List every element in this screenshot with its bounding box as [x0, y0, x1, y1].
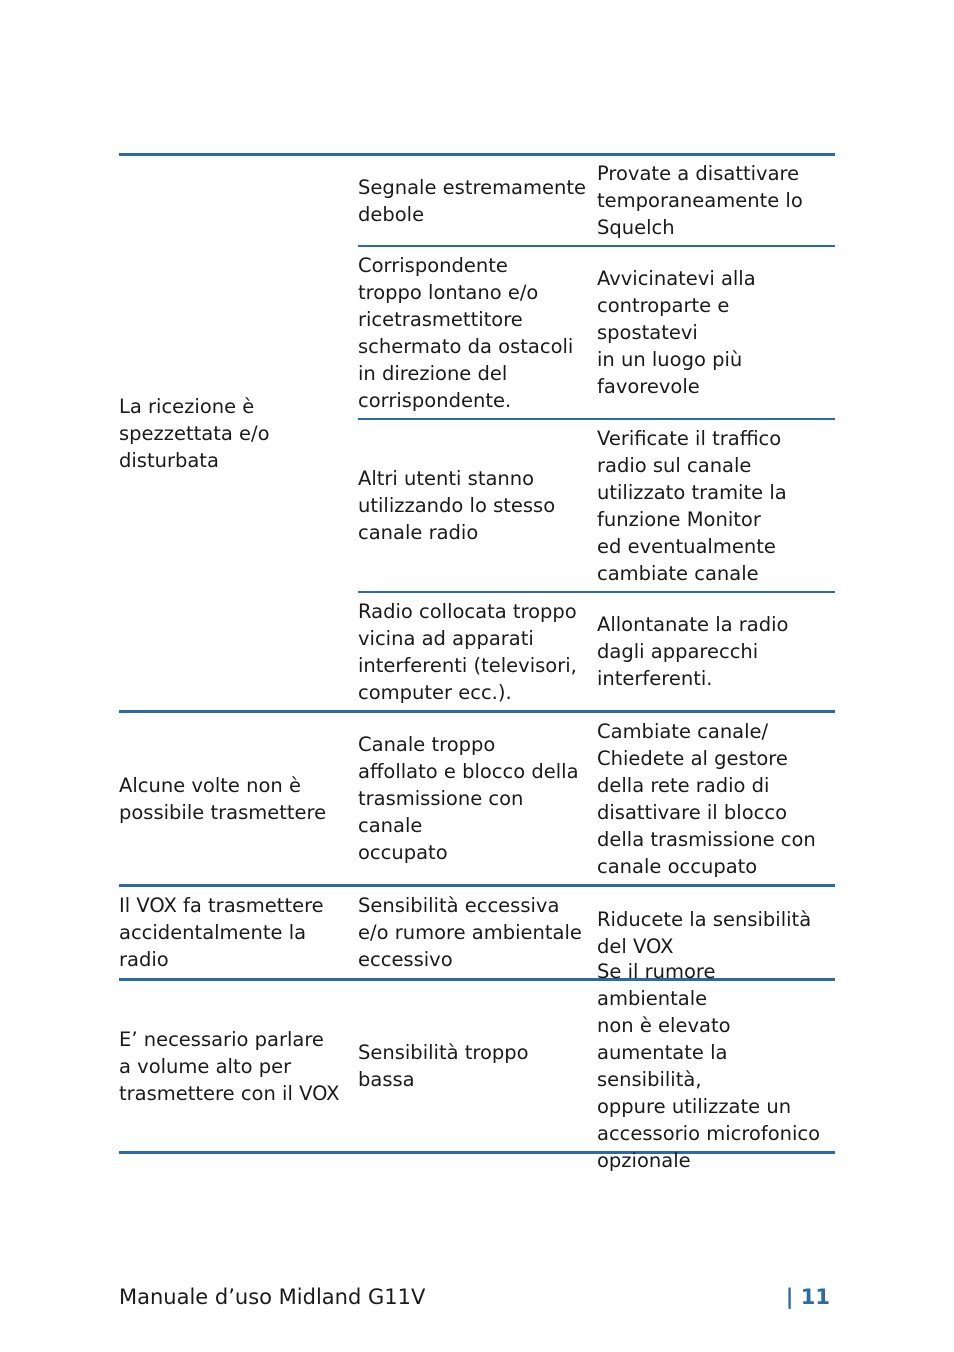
cause-solution-rows	[358, 713, 835, 884]
problem-text: Alcune volte non è possibile trasmettere	[119, 773, 327, 824]
cause-text: Sensibilità troppo bassa	[358, 1041, 529, 1091]
cause-text: Canale troppo affollato e blocco della trasmissione con canale occupato	[358, 733, 579, 864]
cause-cell	[358, 981, 597, 1151]
cause-cell	[358, 420, 597, 591]
cause-cell	[358, 247, 597, 418]
solution-text: Riducete la sensibilità del VOX	[597, 907, 812, 958]
solution-cell	[597, 247, 835, 418]
table-row	[358, 591, 835, 710]
footer-page-number: | 11	[785, 1285, 830, 1309]
cause-solution-rows	[358, 156, 835, 710]
cause-text: Segnale estremamente debole	[358, 175, 587, 226]
problem-cell	[119, 887, 358, 978]
problem-text: La ricezione è spezzettata e/o disturbata	[119, 394, 270, 472]
solution-cell	[597, 593, 835, 710]
solution-cell	[597, 960, 835, 1172]
solution-text: Provate a disattivare temporaneamente lo Squelch	[597, 162, 803, 239]
problem-cell	[119, 981, 358, 1151]
solution-cell	[597, 713, 835, 884]
cause-cell	[358, 156, 597, 245]
table-row	[358, 418, 835, 591]
table-group	[119, 960, 835, 1172]
solution-text: Avvicinatevi alla controparte e spostatevi in un luogo più favorevole	[597, 267, 756, 398]
table-row	[358, 245, 835, 418]
cause-solution-rows	[358, 960, 835, 1172]
table-row	[358, 960, 835, 1172]
table-group	[119, 710, 835, 884]
problem-text: Il VOX fa trasmettere accidentalmente la radio	[119, 894, 324, 971]
table-row	[358, 156, 835, 245]
solution-text: Se il rumore ambientale non è elevato aumentate la sensibilità, oppure utilizzate un accessorio microfonico opzionale	[597, 960, 821, 1172]
problem-cell	[119, 713, 358, 884]
troubleshooting-table	[119, 153, 835, 1172]
solution-cell	[597, 420, 835, 591]
problem-text: E’ necessario parlare a volume alto per trasmettere con il VOX	[119, 1027, 340, 1105]
cause-text: Sensibilità eccessiva e/o rumore ambientale eccessivo	[358, 894, 582, 971]
solution-text: Cambiate canale/ Chiedete al gestore della rete radio di disattivare il blocco della trasmissione con canale occupato	[597, 719, 816, 878]
problem-cell	[119, 156, 358, 710]
table-group	[119, 153, 835, 710]
cause-text: Corrispondente troppo lontano e/o ricetrasmettitore schermato da ostacoli in direzione del corrispondente.	[358, 253, 574, 412]
cause-text: Radio collocata troppo vicina ad apparati interferenti (televisori, computer ecc.).	[358, 599, 577, 704]
cause-cell	[358, 593, 597, 710]
footer-manual-title: Manuale d’uso Midland G11V	[119, 1285, 426, 1309]
solution-cell	[597, 156, 835, 245]
cause-cell	[358, 887, 597, 978]
solution-text: Verificate il traffico radio sul canale utilizzato tramite la funzione Monitor ed eventualmente cambiate canale	[597, 426, 787, 585]
solution-text: Allontanate la radio dagli apparecchi interferenti.	[597, 613, 789, 690]
table-row	[358, 713, 835, 884]
cause-cell	[358, 713, 597, 884]
cause-text: Altri utenti stanno utilizzando lo stesso canale radio	[358, 467, 556, 544]
